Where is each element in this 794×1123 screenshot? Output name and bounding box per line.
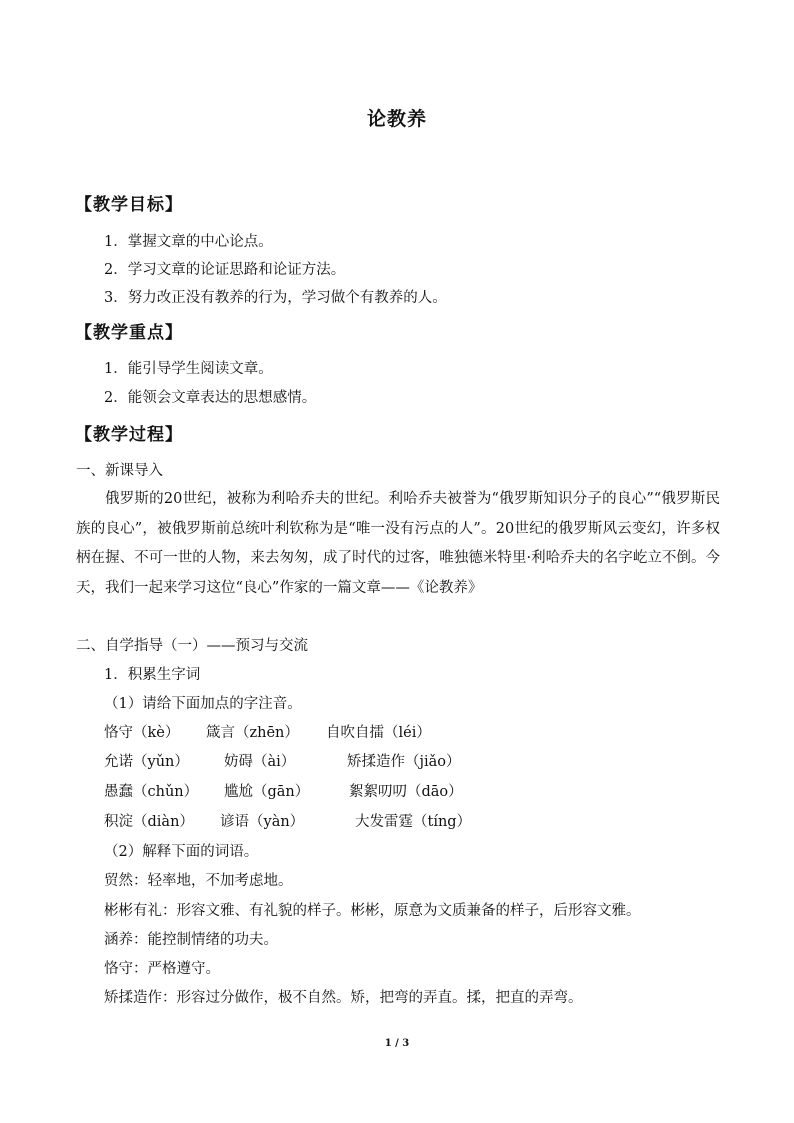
- pinyin-word: 箴言（zhēn）: [206, 725, 299, 741]
- definition-item: 恪守：严格遵守。: [104, 961, 220, 977]
- pinyin-word: 妨碍（ài）: [224, 754, 296, 770]
- page-number: 1 / 3: [384, 1038, 410, 1049]
- explain-prompt: （2）解释下面的词语。: [104, 844, 259, 860]
- pinyin-word: 自吹自擂（léi）: [326, 725, 431, 741]
- goal-item: 1．掌握文章的中心论点。: [104, 234, 273, 250]
- document-title: 论教养: [366, 108, 427, 130]
- key-heading: 【教学重点】: [75, 323, 183, 343]
- part1-title: 一、新课导入: [76, 463, 163, 479]
- key-item: 2．能领会文章表达的思想感情。: [104, 390, 317, 406]
- pinyin-word: 积淀（diàn）: [104, 814, 194, 830]
- pinyin-word: 尴尬（gān）: [224, 784, 310, 800]
- goal-item: 2．学习文章的论证思路和论证方法。: [104, 262, 346, 278]
- pinyin-word: 允诺（yǔn）: [104, 754, 189, 770]
- intro-paragraph: 俄罗斯的20世纪，被称为利哈乔夫的世纪。利哈乔夫被誉为“俄罗斯知识分子的良心”“俄罗斯民族的良心”，被俄罗斯前总统叶利钦称为是“唯一没有污点的人”。20世纪的俄罗斯风云变幻，许多权柄在握、不可一世的人物，来去匆匆，成了时代的过客，唯独德米特里·利哈乔夫的名字屹立不倒。今天，我们一起来学习这位“良心”作家的一篇文章——《论教养》: [76, 491, 720, 596]
- definition-item: 矫揉造作：形容过分做作，极不自然。矫，把弯的弄直。揉，把直的弄弯。: [104, 990, 583, 1006]
- pinyin-word: 恪守（kè）: [104, 725, 180, 741]
- pinyin-prompt: （1）请给下面加点的字注音。: [104, 696, 302, 712]
- part2-title: 二、自学指导（一）——预习与交流: [76, 638, 308, 654]
- pinyin-word: 大发雷霆（tíng）: [355, 814, 472, 830]
- definition-item: 贸然：轻率地，不加考虑地。: [104, 873, 293, 889]
- pinyin-word: 絮絮叨叨（dāo）: [349, 784, 463, 800]
- pinyin-word: 愚蠢（chǔn）: [104, 784, 199, 800]
- key-item: 1．能引导学生阅读文章。: [104, 361, 273, 377]
- process-heading: 【教学过程】: [75, 425, 183, 445]
- definition-item: 彬彬有礼：形容文雅、有礼貌的样子。彬彬，原意为文质兼备的样子，后形容文雅。: [104, 903, 641, 919]
- goal-item: 3．努力改正没有教养的行为，学习做个有教养的人。: [104, 290, 447, 306]
- pinyin-word: 矫揉造作（jiǎo）: [347, 754, 461, 770]
- goals-heading: 【教学目标】: [75, 195, 183, 215]
- pinyin-word: 谚语（yàn）: [220, 814, 305, 830]
- definition-item: 涵养：能控制情绪的功夫。: [104, 932, 278, 948]
- vocab-title: 1．积累生字词: [104, 667, 201, 683]
